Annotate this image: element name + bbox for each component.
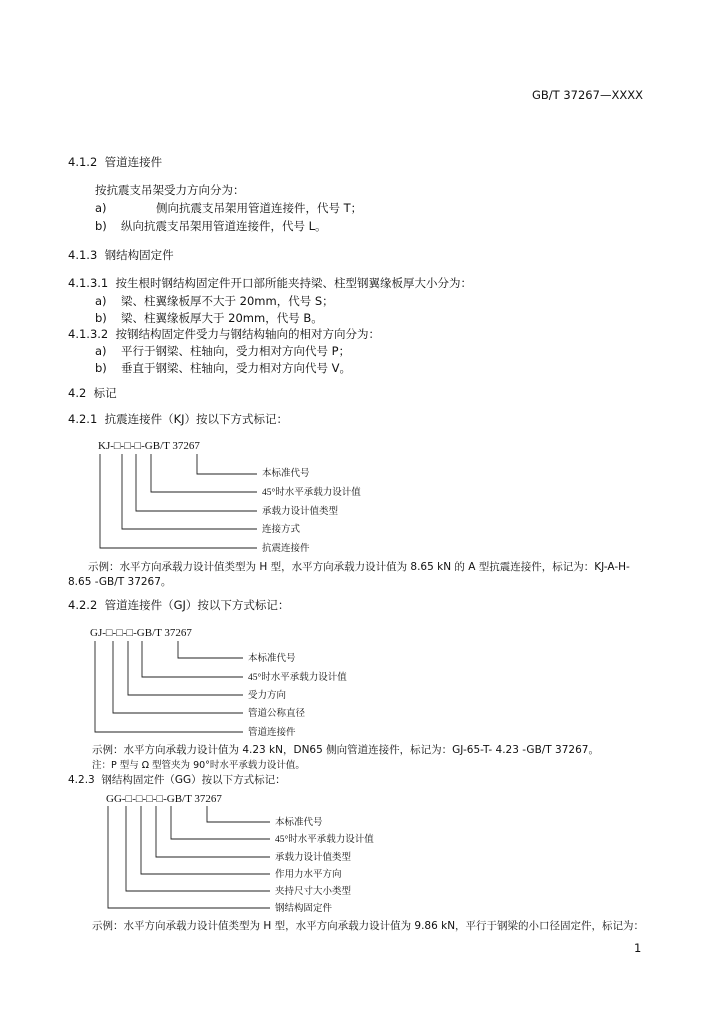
list-item-text: 梁、柱翼缘板厚不大于 20mm，代号 S； <box>121 294 334 308</box>
marking-label: 夹持尺寸大小类型 <box>275 887 352 897</box>
section-number: 4.2.1 <box>68 412 98 426</box>
example-text: 示例：水平方向承载力设计值类型为 H 型，水平方向承载力设计值为 8.65 kN 的 A 型抗震连接件，标记为：KJ-A-H- <box>88 561 630 573</box>
leader-line <box>178 641 243 658</box>
marking-label: 管道公称直径 <box>248 709 306 719</box>
marking-label: 承载力设计值类型 <box>275 853 352 863</box>
note-text: 注：P 型与 Ω 型管夹为 90°时水平承载力设计值。 <box>92 760 305 771</box>
leader-line <box>100 454 257 548</box>
clause-text: 按生根时钢结构固定件开口部所能夹持梁、柱型钢翼缘板厚大小分为： <box>115 276 473 290</box>
section-number: 4.2.3 <box>68 774 95 786</box>
clause-4-1-3-1 <box>68 276 472 290</box>
leader-line <box>95 641 243 732</box>
leader-line <box>156 806 270 857</box>
section-4-1-3-heading <box>68 248 174 262</box>
marking-code-kj: KJ-□-□-□-GB/T 37267 <box>98 440 200 452</box>
leader-line <box>136 454 257 511</box>
marking-label: 本标准代号 <box>275 818 323 828</box>
clause-number: 4.1.3.2 <box>68 327 109 341</box>
list-item-mark: b) <box>95 361 107 375</box>
section-number: 4.2 <box>68 386 87 400</box>
leader-line <box>151 454 257 492</box>
section-title: 钢结构固定件 <box>104 248 174 262</box>
page-number: 1 <box>634 941 642 955</box>
example-text: 示例：水平方向承载力设计值为 4.23 kN，DN65 侧向管道连接件，标记为：GJ-65-T- 4.23 -GB/T 37267。 <box>92 744 599 756</box>
section-title: 钢结构固定件（GG）按以下方式标记： <box>101 774 286 786</box>
marking-label: 45°时水平承载力设计值 <box>248 673 347 683</box>
section-number: 4.1.2 <box>68 155 98 169</box>
section-4-2-3-heading <box>68 773 286 787</box>
marking-label: 45°时水平承载力设计值 <box>275 835 374 845</box>
section-number: 4.2.2 <box>68 598 98 612</box>
leader-line <box>126 806 270 891</box>
section-4-2-2-heading <box>68 598 289 612</box>
list-item-text: 平行于钢梁、柱轴向，受力相对方向代号 P； <box>121 344 351 358</box>
leader-line <box>113 641 243 713</box>
leader-line <box>207 806 270 822</box>
list-item-text: 纵向抗震支吊架用管道连接件，代号 L。 <box>121 219 327 233</box>
marking-label: 抗震连接件 <box>262 544 310 554</box>
section-title: 抗震连接件（KJ）按以下方式标记： <box>104 412 289 426</box>
marking-label: 受力方向 <box>248 691 287 701</box>
marking-label: 本标准代号 <box>248 654 296 664</box>
leader-line <box>128 641 243 695</box>
section-number: 4.1.3 <box>68 248 98 262</box>
clause-number: 4.1.3.1 <box>68 276 109 290</box>
marking-label: 本标准代号 <box>262 469 310 479</box>
list-item-text: 垂直于钢梁、柱轴向，受力相对方向代号 V。 <box>121 361 352 375</box>
marking-label: 钢结构固定件 <box>275 904 333 914</box>
example-text: 示例：水平方向承载力设计值类型为 H 型，水平方向承载力设计值为 9.86 kN，平行于钢梁的小口径固定件，标记为： <box>92 920 645 932</box>
leader-line <box>197 454 257 474</box>
marking-code-gg: GG-□-□-□-□-GB/T 37267 <box>106 793 222 805</box>
leader-line <box>171 806 270 839</box>
clause-text: 按钢结构固定件受力与钢结构轴向的相对方向分为： <box>115 327 381 341</box>
paragraph: 按抗震支吊架受力方向分为： <box>95 183 245 197</box>
section-4-2-1-heading <box>68 412 288 426</box>
leader-line <box>141 806 270 874</box>
list-item-mark: a) <box>95 344 107 358</box>
marking-label: 承载力设计值类型 <box>262 507 339 517</box>
leader-line <box>122 454 257 529</box>
list-item-mark: a) <box>95 201 107 215</box>
list-item-mark: b) <box>95 311 107 325</box>
list-item-mark: a) <box>95 294 107 308</box>
list-item-text: 梁、柱翼缘板厚大于 20mm，代号 B。 <box>121 311 323 325</box>
list-item-mark: b) <box>95 219 107 233</box>
doc-code-header: GB/T 37267—XXXX <box>532 88 643 102</box>
marking-code-gj: GJ-□-□-□-GB/T 37267 <box>90 627 192 639</box>
section-title: 管道连接件（GJ）按以下方式标记： <box>104 598 290 612</box>
clause-4-1-3-2 <box>68 327 380 341</box>
leader-line <box>142 641 243 677</box>
section-4-2-heading <box>68 386 117 400</box>
marking-label: 管道连接件 <box>248 728 296 738</box>
list-item-text: 侧向抗震支吊架用管道连接件，代号 T； <box>156 201 363 215</box>
marking-label: 作用力水平方向 <box>275 870 342 880</box>
example-text: 8.65 -GB/T 37267。 <box>68 576 172 588</box>
section-title: 标记 <box>93 386 117 400</box>
marking-label: 45°时水平承载力设计值 <box>262 488 361 498</box>
section-4-1-2-heading <box>68 155 162 169</box>
leader-line <box>108 806 270 908</box>
section-title: 管道连接件 <box>104 155 163 169</box>
marking-label: 连接方式 <box>262 525 301 535</box>
